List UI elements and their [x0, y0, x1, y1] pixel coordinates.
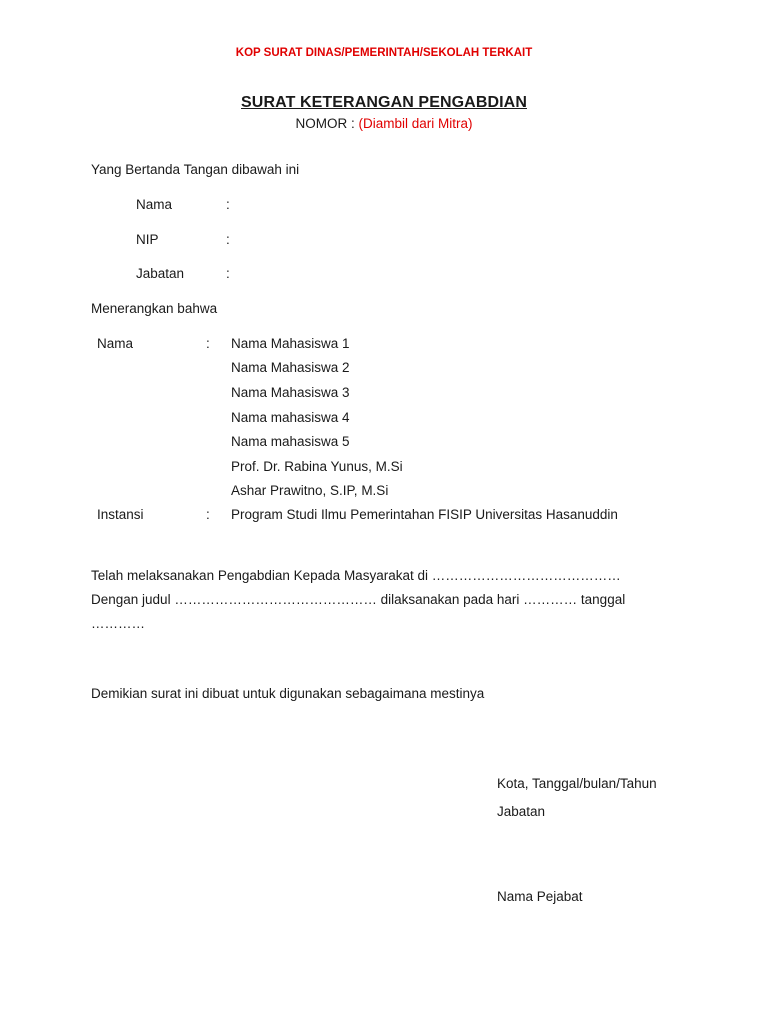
signer-nama-colon: : — [226, 197, 230, 212]
member-name: Nama Mahasiswa 1 — [231, 336, 350, 351]
signature-place-date: Kota, Tanggal/bulan/Tahun — [497, 776, 657, 791]
signer-nama-label: Nama — [136, 197, 173, 212]
signature-position: Jabatan — [497, 804, 546, 819]
member-name: Ashar Prawitno, S.IP, M.Si — [231, 483, 389, 498]
member-name: Nama mahasiswa 4 — [231, 410, 350, 425]
member-name: Nama Mahasiswa 2 — [231, 360, 350, 375]
signer-nip-label: NIP — [136, 232, 159, 247]
instansi-colon: : — [206, 507, 210, 522]
statement-intro: Menerangkan bahwa — [91, 301, 218, 316]
signer-jabatan-colon: : — [226, 266, 230, 281]
document-title: SURAT KETERANGAN PENGABDIAN — [241, 94, 527, 111]
date-line: ………… — [91, 616, 145, 631]
member-name: Nama mahasiswa 5 — [231, 434, 350, 449]
activity-line: Telah melaksanakan Pengabdian Kepada Masyarakat di …………………………………… — [91, 568, 621, 583]
title-line: Dengan judul ……………………………………… dilaksanakan pada hari ………… tanggal — [91, 592, 626, 607]
instansi-value: Program Studi Ilmu Pemerintahan FISIP Universitas Hasanuddin — [231, 507, 618, 522]
signer-jabatan-label: Jabatan — [136, 266, 185, 281]
student-nama-label: Nama — [97, 336, 134, 351]
member-name: Nama Mahasiswa 3 — [231, 385, 350, 400]
nomor-value: (Diambil dari Mitra) — [358, 116, 473, 131]
member-name: Prof. Dr. Rabina Yunus, M.Si — [231, 459, 403, 474]
student-nama-colon: : — [206, 336, 210, 351]
signer-nip-colon: : — [226, 232, 230, 247]
letterhead-placeholder: KOP SURAT DINAS/PEMERINTAH/SEKOLAH TERKAIT — [235, 47, 533, 59]
signature-official-name: Nama Pejabat — [497, 889, 583, 904]
instansi-label: Instansi — [97, 507, 144, 522]
document-number — [0, 116, 768, 131]
nomor-label: NOMOR : — [295, 116, 359, 131]
signer-intro: Yang Bertanda Tangan dibawah ini — [91, 162, 300, 177]
closing-statement: Demikian surat ini dibuat untuk digunakan sebagaimana mestinya — [91, 686, 485, 701]
